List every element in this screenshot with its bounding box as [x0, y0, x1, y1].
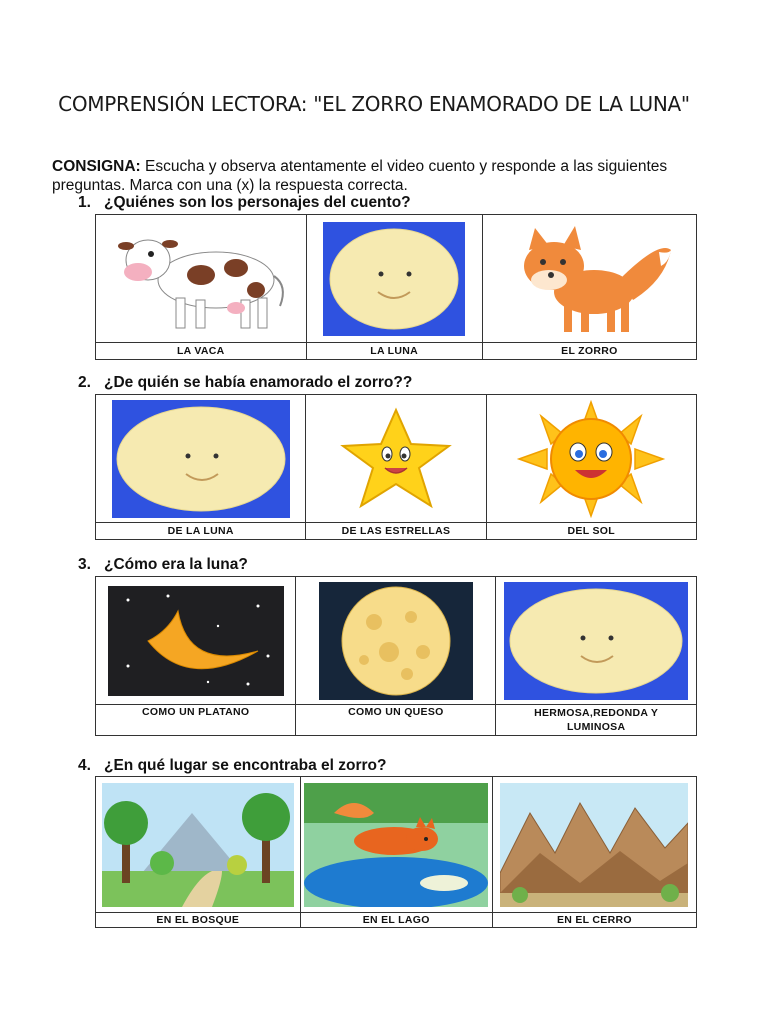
- options-table-3: [95, 576, 697, 736]
- option-label: LA VACA: [96, 343, 307, 360]
- option-cell[interactable]: [96, 395, 306, 523]
- option-label: EN EL BOSQUE: [96, 913, 301, 928]
- question-number: 1.: [78, 194, 91, 211]
- question-text: ¿Cómo era la luna?: [104, 556, 248, 573]
- option-label: COMO UN QUESO: [296, 705, 496, 736]
- option-cell[interactable]: [482, 215, 696, 343]
- cut-off-next-question: [78, 930, 598, 936]
- hill-image: [500, 783, 688, 907]
- option-label: DE LA LUNA: [96, 523, 306, 540]
- cheese-moon-image: [319, 582, 473, 700]
- moon-face-image: [323, 222, 465, 336]
- option-label: LA LUNA: [306, 343, 482, 360]
- option-cell[interactable]: [296, 577, 496, 705]
- option-label: COMO UN PLATANO: [96, 705, 296, 736]
- worksheet-title: COMPRENSIÓN LECTORA: "EL ZORRO ENAMORADO DE LA LUNA": [58, 92, 690, 116]
- question-text: ¿En qué lugar se encontraba el zorro?: [104, 757, 387, 774]
- moon-face-image: [112, 400, 290, 518]
- option-label: HERMOSA,REDONDA Y LUMINOSA: [496, 705, 697, 736]
- option-label: EN EL LAGO: [300, 913, 492, 928]
- question-number: 3.: [78, 556, 91, 573]
- question-number: 4.: [78, 757, 91, 774]
- question-3: [78, 556, 248, 574]
- forest-image: [102, 783, 294, 907]
- star-image: [331, 404, 461, 514]
- option-cell[interactable]: [492, 777, 696, 913]
- option-cell[interactable]: [96, 215, 307, 343]
- cow-image: [106, 220, 296, 338]
- option-cell[interactable]: [486, 395, 696, 523]
- sun-image: [501, 400, 681, 518]
- options-table-4: [95, 776, 697, 928]
- instructions-text: Escucha y observa atentamente el video cuento y responde a las siguientes preguntas. Marca con una (x) la respuesta correcta.: [52, 158, 668, 194]
- option-cell[interactable]: [96, 777, 301, 913]
- question-number: 2.: [78, 374, 91, 391]
- option-label: EL ZORRO: [482, 343, 696, 360]
- option-label: DEL SOL: [486, 523, 696, 540]
- option-cell[interactable]: [300, 777, 492, 913]
- option-cell[interactable]: [306, 395, 486, 523]
- fox-image: [499, 220, 679, 338]
- question-text: ¿De quién se había enamorado el zorro??: [104, 374, 413, 391]
- question-4: [78, 757, 387, 775]
- question-text: ¿Quiénes son los personajes del cuento?: [104, 194, 411, 211]
- moon-face-image: [504, 582, 688, 700]
- options-table-1: [95, 214, 697, 360]
- crescent-moon-image: [108, 586, 284, 696]
- question-1: [78, 194, 411, 212]
- option-label: EN EL CERRO: [492, 913, 696, 928]
- instructions-label: CONSIGNA:: [52, 158, 141, 175]
- instructions: [52, 157, 712, 195]
- question-2: [78, 374, 412, 392]
- lake-image: [304, 783, 488, 907]
- options-table-2: [95, 394, 697, 540]
- option-cell[interactable]: [96, 577, 296, 705]
- option-cell[interactable]: [306, 215, 482, 343]
- option-label: DE LAS ESTRELLAS: [306, 523, 486, 540]
- option-cell[interactable]: [496, 577, 697, 705]
